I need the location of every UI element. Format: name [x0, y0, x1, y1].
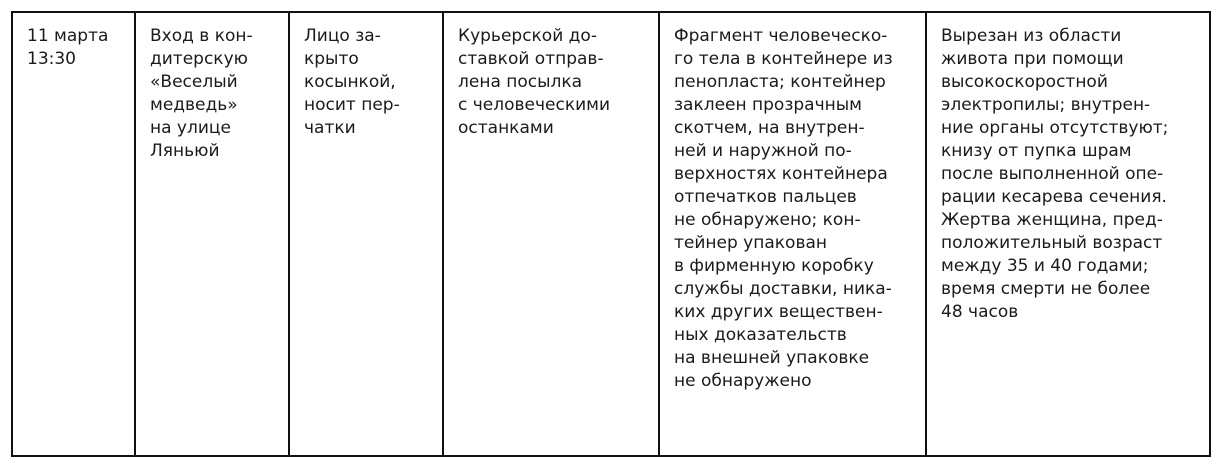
cell-line: рации кесарева сечения.: [941, 187, 1167, 207]
cell-line: электропилы; внутрен-: [941, 95, 1151, 115]
cell-line: Жертва женщина, пред-: [941, 210, 1163, 230]
cell-line: «Веселый: [150, 72, 238, 92]
cell-line: Лицо за-: [304, 26, 381, 46]
cell-event: [443, 12, 659, 456]
cell-line: не обнаружено: [674, 371, 812, 391]
cell-line: после выполненной опе-: [941, 164, 1164, 184]
cell-line: Курьерской до-: [458, 26, 597, 46]
cell-appearance: [289, 12, 443, 456]
cell-line: лена посылка: [458, 72, 583, 92]
cell-line: книзу от пупка шрам: [941, 141, 1132, 161]
cell-line: положительный возраст: [941, 233, 1163, 253]
cell-line: ных доказательств: [674, 325, 847, 345]
cell-line: дитерскую: [150, 49, 248, 69]
cell-line: на улице: [150, 118, 231, 138]
cell-line: живота при помощи: [941, 49, 1124, 69]
cell-line: го тела в контейнере из: [674, 49, 893, 69]
cell-line: службы доставки, ника-: [674, 279, 892, 299]
cell-line: время смерти не более: [941, 279, 1151, 299]
cell-line: 11 марта: [27, 26, 109, 46]
cell-line: верхностях контейнера: [674, 164, 888, 184]
cell-line: носит пер-: [304, 95, 400, 115]
cell-line: пенопласта; контейнер: [674, 72, 886, 92]
cell-line: скотчем, на внутрен-: [674, 118, 865, 138]
cell-line: с человеческими: [458, 95, 611, 115]
cell-line: Ляньюй: [150, 141, 220, 161]
table-row: [12, 12, 1210, 456]
cell-line: тейнер упакован: [674, 233, 827, 253]
cell-line: останками: [458, 118, 554, 138]
cell-line: Фрагмент человеческо-: [674, 26, 888, 46]
cell-line: Вырезан из области: [941, 26, 1122, 46]
cell-line: между 35 и 40 годами;: [941, 256, 1149, 276]
cell-line: отпечатков пальцев: [674, 187, 857, 207]
cell-line: ней и наружной по-: [674, 141, 852, 161]
cell-line: чатки: [304, 118, 356, 138]
evidence-table: [11, 11, 1211, 457]
cell-line: ставкой отправ-: [458, 49, 604, 69]
cell-line: ние органы отсутствуют;: [941, 118, 1169, 138]
cell-line: 13:30: [27, 49, 76, 69]
cell-line: в фирменную коробку: [674, 256, 874, 276]
cell-line: 48 часов: [941, 302, 1019, 322]
cell-line: Вход в кон-: [150, 26, 253, 46]
cell-line: заклеен прозрачным: [674, 95, 862, 115]
cell-findings: [926, 12, 1210, 456]
cell-evidence: [659, 12, 926, 456]
cell-line: на внешней упаковке: [674, 348, 870, 368]
cell-action: [135, 12, 289, 456]
cell-line: медведь»: [150, 95, 238, 115]
cell-line: крыто: [304, 49, 359, 69]
cell-line: ких других веществен-: [674, 302, 883, 322]
cell-line: косынкой,: [304, 72, 396, 92]
cell-datetime: [12, 12, 135, 456]
cell-line: не обнаружено; кон-: [674, 210, 861, 230]
cell-line: высокоскоростной: [941, 72, 1108, 92]
